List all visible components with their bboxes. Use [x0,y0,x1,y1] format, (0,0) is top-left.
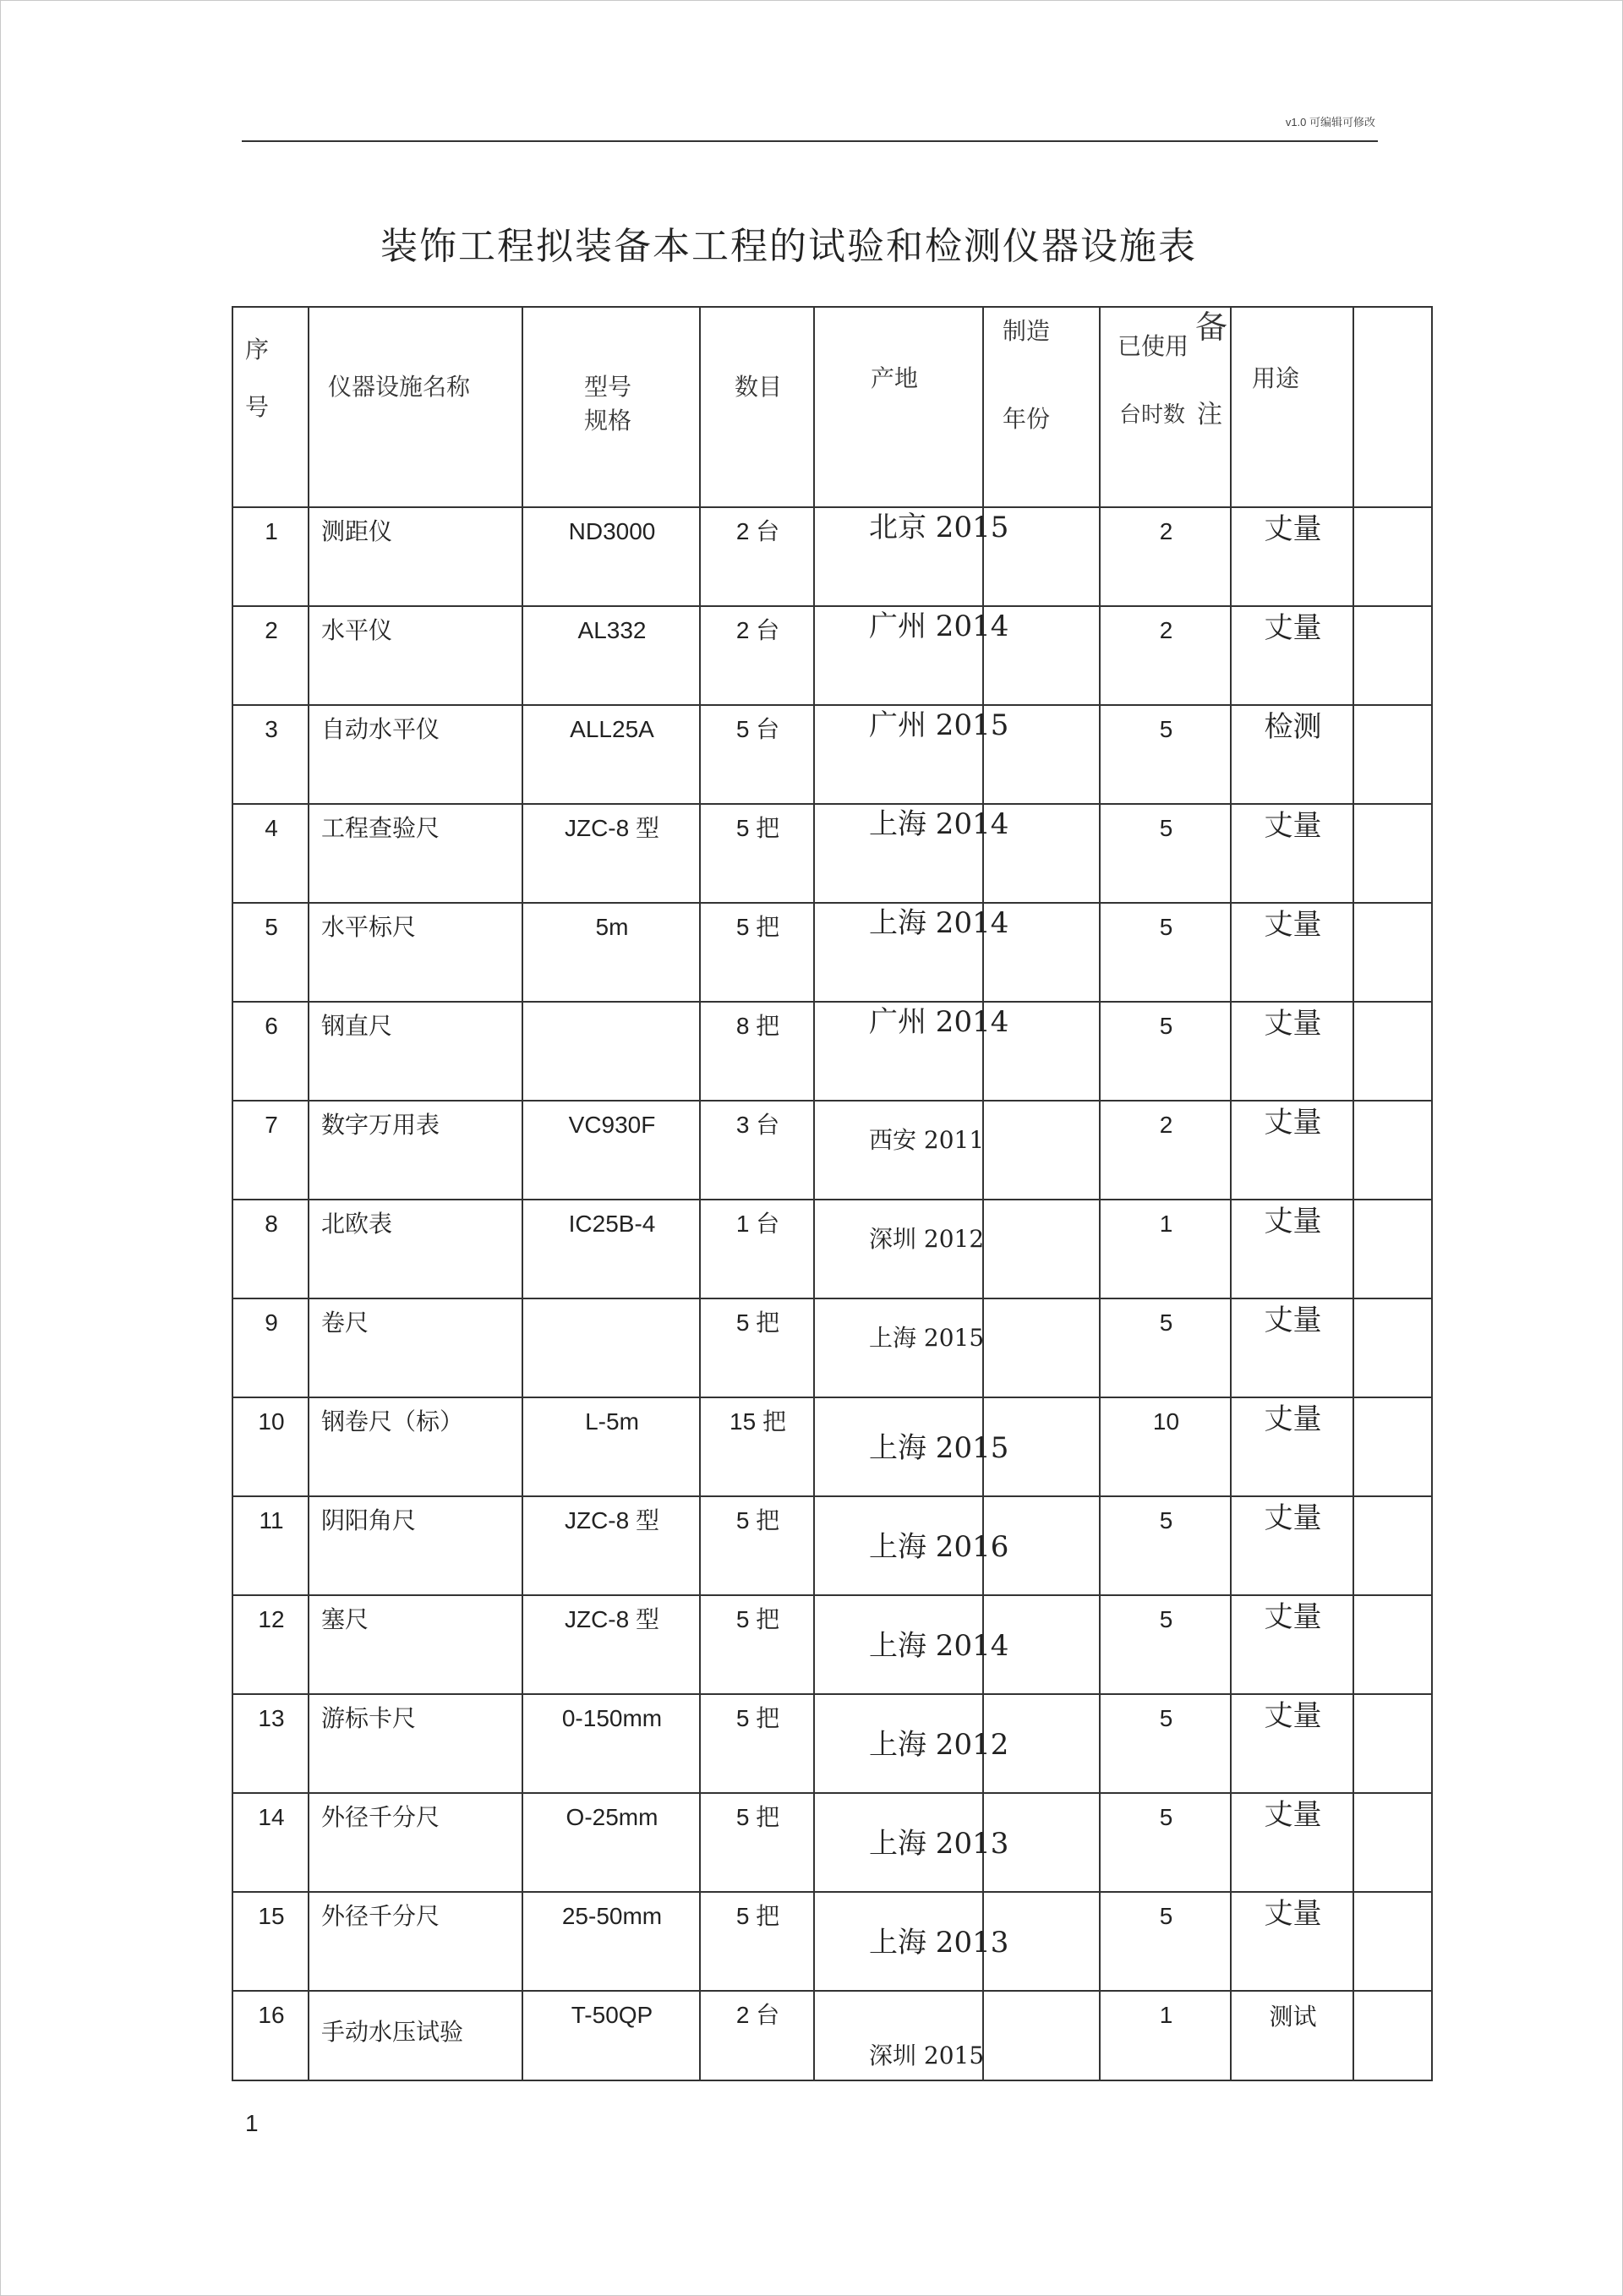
cell-hours-text: 2 [1159,518,1173,544]
cell-qty-text: 2 台 [735,518,780,544]
cell-model [522,903,700,1002]
table-row [232,1694,1432,1793]
cell-use-text: 丈量 [1264,1897,1322,1931]
cell-hours [1100,1694,1231,1793]
header-name: 仪器设施名称 [309,307,522,507]
cell-use [1231,1991,1353,2080]
cell-use-text: 丈量 [1264,1106,1322,1140]
cell-use [1231,804,1353,903]
cell-use [1231,1298,1353,1397]
cell-name-text: 自动水平仪 [321,715,440,743]
cell-use [1231,1793,1353,1892]
cell-name-text: 钢卷尺（标） [321,1408,464,1435]
cell-origin [814,1397,1009,1496]
cell-no [232,705,309,804]
cell-no [232,606,309,705]
cell-hours [1100,1793,1231,1892]
cell-name-text: 塞尺 [321,1605,369,1633]
table-row [232,705,1432,804]
cell-no [232,1496,309,1595]
cell-year [983,1595,1100,1694]
cell-use [1231,1496,1353,1595]
cell-year [983,1694,1100,1793]
cell-qty-text: 2 台 [735,2002,780,2028]
cell-origin-text: 深圳 2015 [869,2042,985,2069]
cell-qty-text: 5 把 [735,1705,780,1731]
cell-use [1231,507,1353,606]
cell-model [522,1694,700,1793]
cell-hours-text: 5 [1159,1705,1173,1731]
cell-no [232,507,309,606]
cell-no [232,1595,309,1694]
cell-hours [1100,1595,1231,1694]
table-row [232,804,1432,903]
cell-no-text: 14 [258,1804,285,1830]
cell-origin [814,705,1009,804]
cell-no-text: 5 [265,914,278,940]
header-use: 用途 [1231,307,1353,507]
cell-model-text: IC25B-4 [568,1211,656,1237]
cell-blank [1353,606,1432,705]
cell-origin [814,606,1009,705]
cell-origin-text: 广州 2014 [869,610,1009,643]
cell-use [1231,705,1353,804]
cell-model-text: VC930F [568,1112,656,1138]
table-row [232,507,1432,606]
cell-origin-text: 上海 2013 [869,1926,1009,1960]
cell-origin [814,1298,983,1397]
table-row [232,1298,1432,1397]
cell-blank [1353,1793,1432,1892]
cell-model-text: O-25mm [566,1804,658,1830]
cell-use [1231,1595,1353,1694]
cell-qty [700,606,814,705]
cell-year [983,1892,1100,1991]
cell-name [309,1101,522,1200]
cell-blank [1353,1892,1432,1991]
cell-qty-text: 5 把 [735,1606,780,1632]
cell-no [232,1298,309,1397]
cell-year [983,1793,1100,1892]
cell-origin-text: 上海 2013 [869,1827,1009,1861]
cell-name-text: 水平仪 [321,616,393,644]
cell-use-text: 丈量 [1264,809,1322,843]
cell-use-text: 丈量 [1264,1600,1322,1634]
cell-year [983,1397,1100,1496]
cell-qty-text: 2 台 [735,617,780,643]
cell-model-text: JZC-8 型 [564,815,659,841]
cell-hours-text: 2 [1159,1112,1173,1138]
cell-no-text: 13 [258,1705,285,1731]
cell-name-text: 游标卡尺 [321,1704,417,1732]
table-row [232,1002,1432,1101]
cell-origin-text: 上海 2015 [869,1431,1009,1465]
cell-qty [700,507,814,606]
cell-hours-text: 2 [1159,617,1173,643]
cell-origin-text: 上海 2014 [869,906,1009,940]
header-origin: 产地 [814,307,983,507]
cell-name-text: 北欧表 [321,1210,393,1238]
cell-name [309,804,522,903]
cell-hours [1100,804,1231,903]
cell-hours-text: 10 [1152,1408,1180,1435]
cell-origin-text: 上海 2015 [869,1324,985,1352]
cell-hours [1100,705,1231,804]
cell-name [309,1991,522,2080]
cell-qty [700,1496,814,1595]
cell-name-text: 水平标尺 [321,913,417,941]
cell-blank [1353,1397,1432,1496]
cell-origin [814,1694,1009,1793]
cell-year [983,606,1100,705]
cell-name [309,1595,522,1694]
cell-model-text: 0-150mm [561,1705,663,1731]
cell-name [309,1200,522,1298]
cell-qty [700,1595,814,1694]
cell-model [522,1793,700,1892]
cell-hours-text: 5 [1159,1903,1173,1929]
header-seq: 序 号 [232,307,309,507]
cell-qty [700,903,814,1002]
cell-year [983,1496,1100,1595]
cell-no-text: 16 [258,2002,285,2028]
cell-name [309,1002,522,1101]
table-row [232,1991,1432,2080]
cell-use-text: 丈量 [1264,1798,1322,1832]
cell-no-text: 8 [265,1211,278,1237]
cell-qty [700,1002,814,1101]
cell-no-text: 15 [258,1903,285,1929]
cell-qty [700,1991,814,2080]
cell-year [983,1298,1100,1397]
cell-qty [700,1200,814,1298]
cell-blank [1353,804,1432,903]
cell-name [309,1793,522,1892]
cell-hours-text: 5 [1159,1606,1173,1632]
cell-use-text: 丈量 [1264,1304,1322,1337]
cell-qty [700,1101,814,1200]
cell-no [232,1200,309,1298]
cell-no-text: 6 [265,1013,278,1039]
cell-origin-text: 深圳 2012 [869,1225,985,1253]
cell-use [1231,903,1353,1002]
cell-year [983,1002,1100,1101]
cell-blank [1353,1496,1432,1595]
cell-no [232,1101,309,1200]
table-row [232,1200,1432,1298]
cell-origin [814,1595,1009,1694]
cell-qty [700,1793,814,1892]
cell-hours [1100,1397,1231,1496]
cell-origin-text: 广州 2015 [869,708,1009,742]
cell-qty-text: 5 把 [735,1507,780,1533]
cell-name [309,507,522,606]
cell-model-text: ALL25A [570,716,654,742]
cell-origin-text: 北京 2015 [869,511,1009,544]
cell-use-text: 测试 [1269,2003,1317,2031]
table-row [232,1793,1432,1892]
cell-no [232,1002,309,1101]
cell-hours-text: 1 [1159,1211,1173,1237]
cell-no-text: 11 [259,1507,284,1533]
cell-hours [1100,1496,1231,1595]
cell-no [232,804,309,903]
cell-no-text: 10 [258,1408,285,1435]
cell-qty-text: 5 台 [735,716,780,742]
cell-hours [1100,1298,1231,1397]
cell-qty [700,1892,814,1991]
cell-name-text: 外径千分尺 [321,1803,440,1831]
cell-name-text: 测距仪 [321,517,393,545]
cell-origin [814,1793,1009,1892]
cell-model [522,1002,700,1101]
cell-model [522,705,700,804]
cell-use [1231,606,1353,705]
cell-origin [814,1002,1009,1101]
document-title: 装饰工程拟装备本工程的试验和检测仪器设施表 [380,225,1197,268]
cell-name-text: 工程查验尺 [321,814,440,842]
cell-use [1231,1200,1353,1298]
cell-origin-text: 广州 2014 [869,1005,1009,1039]
cell-hours [1100,903,1231,1002]
table-row [232,1397,1432,1496]
header-rule [242,140,1378,142]
cell-origin-text: 上海 2014 [869,807,1009,841]
cell-name-text: 钢直尺 [321,1012,393,1040]
cell-model [522,1595,700,1694]
cell-no [232,1991,309,2080]
cell-use [1231,1101,1353,1200]
cell-hours-text: 5 [1159,815,1173,841]
cell-model-text: AL332 [577,617,647,643]
cell-model [522,1101,700,1200]
cell-origin [814,804,1009,903]
header-blank [1353,307,1432,507]
table-row [232,903,1432,1002]
header-version: v1.0 可编辑可修改 [1285,116,1375,128]
cell-model [522,804,700,903]
cell-blank [1353,507,1432,606]
cell-name [309,1298,522,1397]
cell-blank [1353,1595,1432,1694]
cell-hours-text: 5 [1159,1507,1173,1533]
cell-use-text: 丈量 [1264,1402,1322,1436]
cell-no [232,1397,309,1496]
cell-use-text: 丈量 [1264,611,1322,645]
cell-name [309,903,522,1002]
cell-origin-text: 西安 2011 [869,1126,985,1154]
cell-year [983,804,1100,903]
cell-use [1231,1002,1353,1101]
cell-hours [1100,1892,1231,1991]
cell-qty-text: 5 把 [735,1309,780,1336]
cell-qty-text: 15 把 [730,1408,786,1435]
table-row [232,1101,1432,1200]
cell-no [232,1694,309,1793]
cell-model [522,1397,700,1496]
cell-qty-text: 1 台 [735,1211,780,1237]
cell-model-text: 25-50mm [561,1903,663,1929]
cell-qty-text: 5 把 [735,914,780,940]
cell-use-text: 丈量 [1264,512,1322,546]
cell-hours [1100,1002,1231,1101]
cell-name [309,705,522,804]
cell-model [522,507,700,606]
cell-name [309,1892,522,1991]
cell-hours [1100,1991,1231,2080]
cell-no [232,1793,309,1892]
cell-year [983,1200,1100,1298]
cell-model [522,1298,700,1397]
cell-use-text: 丈量 [1264,1205,1322,1238]
cell-year [983,507,1100,606]
cell-qty-text: 5 把 [735,815,780,841]
cell-year [983,1101,1100,1200]
cell-use-text: 丈量 [1264,1501,1322,1535]
cell-name-text: 外径千分尺 [321,1902,440,1930]
cell-qty-text: 3 台 [735,1112,780,1138]
cell-origin [814,1991,983,2080]
cell-origin [814,1892,1009,1991]
cell-model [522,1200,700,1298]
cell-no-text: 3 [265,716,278,742]
cell-origin-text: 上海 2012 [869,1728,1009,1762]
cell-use [1231,1397,1353,1496]
cell-no [232,1892,309,1991]
cell-qty [700,1694,814,1793]
cell-qty [700,804,814,903]
cell-model [522,1892,700,1991]
cell-no-text: 1 [265,518,278,544]
cell-qty-text: 5 把 [735,1903,780,1929]
table-row [232,1892,1432,1991]
cell-no-text: 4 [265,815,278,841]
cell-model [522,1991,700,2080]
cell-no-text: 12 [258,1606,285,1632]
cell-hours-text: 5 [1159,1309,1173,1336]
page-number: 1 [245,2110,259,2136]
cell-blank [1353,1200,1432,1298]
cell-name [309,1496,522,1595]
cell-year [983,1991,1100,2080]
cell-use [1231,1694,1353,1793]
cell-no [232,903,309,1002]
cell-model-text: ND3000 [568,518,656,544]
cell-name-text: 阴阳角尺 [321,1506,417,1534]
cell-origin-text: 上海 2016 [869,1530,1009,1564]
cell-no-text: 2 [265,617,278,643]
cell-model-text: T-50QP [571,2002,653,2028]
cell-year [983,705,1100,804]
cell-hours-text: 5 [1159,1804,1173,1830]
cell-hours [1100,1200,1231,1298]
cell-qty-text: 8 把 [735,1013,780,1039]
cell-hours-text: 1 [1159,2002,1173,2028]
cell-blank [1353,1002,1432,1101]
cell-qty [700,1397,814,1496]
cell-origin [814,507,1009,606]
header-model: 型号 规格 [522,307,700,507]
table-header-row [232,307,1432,507]
cell-hours [1100,606,1231,705]
cell-blank [1353,1991,1432,2080]
equipment-table [232,306,1433,2081]
cell-origin [814,1101,983,1200]
cell-blank [1353,1694,1432,1793]
cell-blank [1353,1101,1432,1200]
cell-origin [814,1200,983,1298]
cell-qty-text: 5 把 [735,1804,780,1830]
cell-use [1231,1892,1353,1991]
table-row [232,1595,1432,1694]
cell-model [522,606,700,705]
cell-model-text: 5m [595,914,629,940]
cell-name-text: 卷尺 [321,1309,369,1337]
cell-origin-text: 上海 2014 [869,1629,1009,1663]
cell-hours [1100,1101,1231,1200]
cell-hours [1100,507,1231,606]
cell-name [309,1694,522,1793]
cell-name-text: 数字万用表 [321,1111,440,1139]
cell-use-text: 丈量 [1264,1007,1322,1041]
cell-hours-text: 5 [1159,1013,1173,1039]
cell-blank [1353,903,1432,1002]
cell-model-text: JZC-8 型 [564,1507,659,1533]
cell-use-text: 丈量 [1264,1699,1322,1733]
cell-name [309,1397,522,1496]
cell-model-text: L-5m [585,1408,639,1435]
header-hours: 已使用 台时数 备 注 [1100,307,1231,507]
table-row [232,606,1432,705]
cell-use-text: 检测 [1264,710,1322,744]
cell-blank [1353,705,1432,804]
cell-model-text: JZC-8 型 [564,1606,659,1632]
cell-hours-text: 5 [1159,716,1173,742]
cell-no-text: 7 [265,1112,278,1138]
cell-model [522,1496,700,1595]
table-row [232,1496,1432,1595]
cell-origin [814,1496,1009,1595]
cell-blank [1353,1298,1432,1397]
cell-origin [814,903,1009,1002]
cell-qty [700,705,814,804]
cell-use-text: 丈量 [1264,908,1322,942]
header-qty: 数目 [700,307,814,507]
cell-name-text: 手动水压试验 [321,2018,464,2046]
cell-name [309,606,522,705]
cell-qty [700,1298,814,1397]
header-year: 制造 年份 [983,307,1100,507]
cell-year [983,903,1100,1002]
cell-no-text: 9 [265,1309,278,1336]
cell-hours-text: 5 [1159,914,1173,940]
